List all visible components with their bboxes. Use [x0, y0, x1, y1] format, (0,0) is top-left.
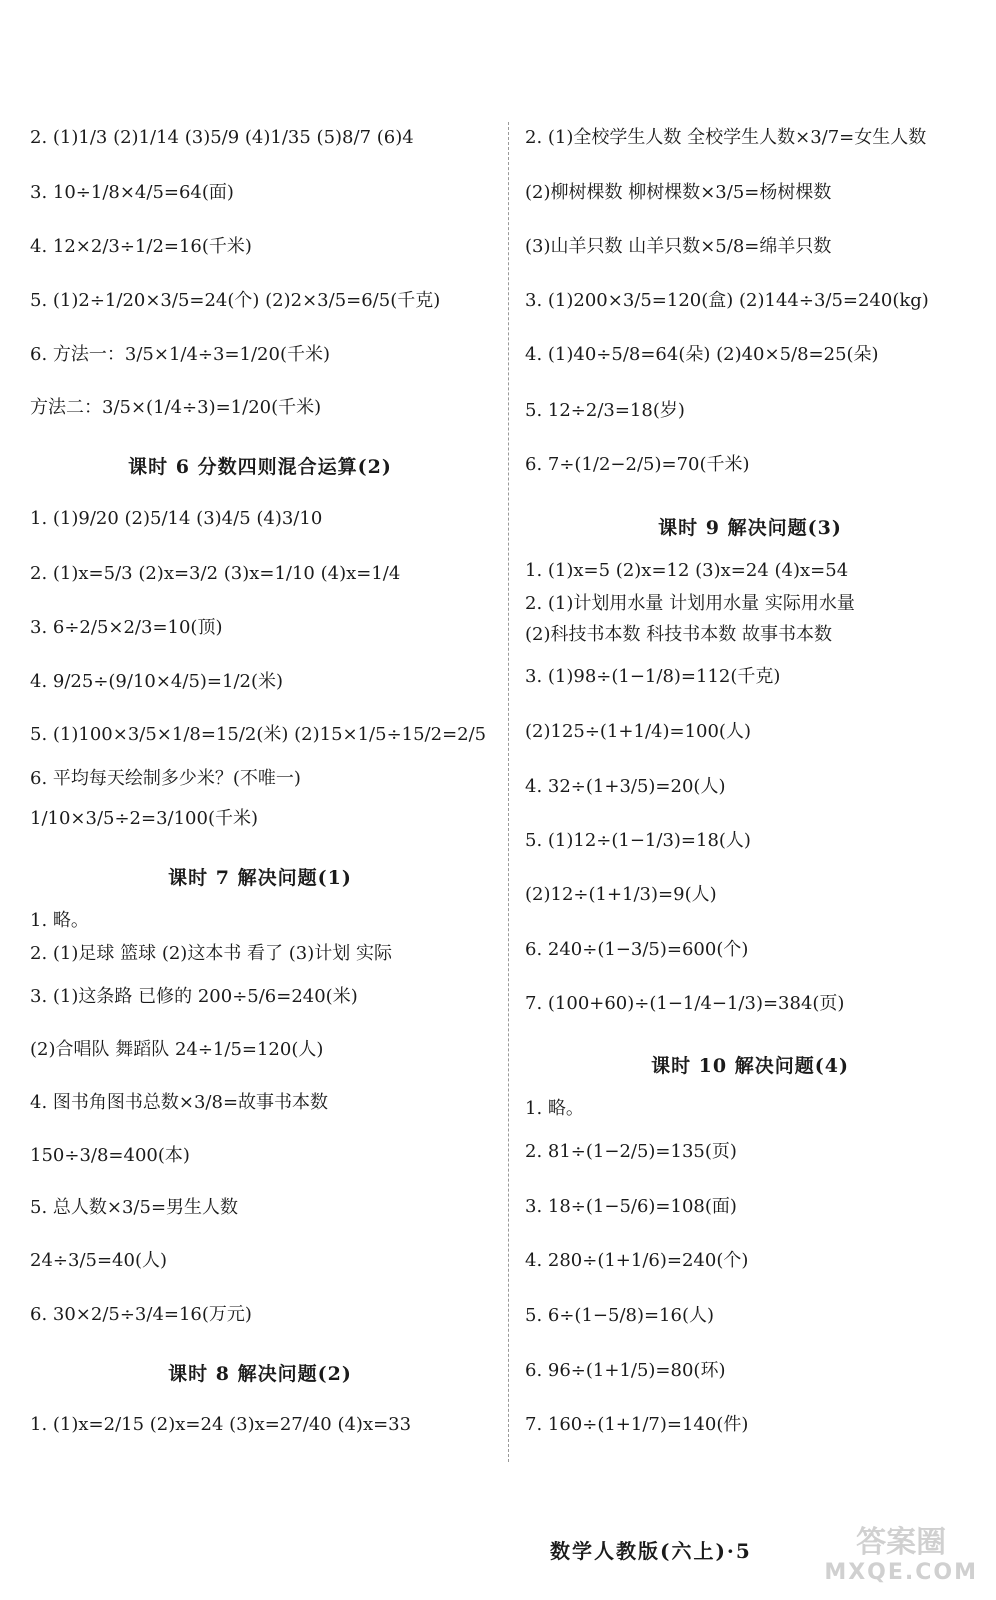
column-divider: [508, 122, 509, 1462]
answer-line: 5. 总人数×3/5=男生人数: [30, 1197, 239, 1218]
answer-line: (2)柳树棵数 柳树棵数×3/5=杨树棵数: [525, 182, 832, 203]
answer-line: 3. (1)200×3/5=120(盒) (2)144÷3/5=240(kg): [525, 290, 929, 311]
answer-line: 6. 240÷(1−3/5)=600(个): [525, 939, 749, 960]
answer-line: 6. 30×2/5÷3/4=16(万元): [30, 1304, 252, 1325]
answer-line: 5. 12÷2/3=18(岁): [525, 400, 685, 421]
answer-line: 1. (1)x=5 (2)x=12 (3)x=24 (4)x=54: [525, 560, 849, 581]
answer-line: 4. (1)40÷5/8=64(朵) (2)40×5/8=25(朵): [525, 344, 879, 365]
answer-line: 4. 图书角图书总数×3/8=故事书本数: [30, 1092, 329, 1113]
answer-line: (2)科技书本数 科技书本数 故事书本数: [525, 624, 832, 645]
answer-line: 1. (1)9/20 (2)5/14 (3)4/5 (4)3/10: [30, 508, 323, 529]
answer-line: 3. 6÷2/5×2/3=10(顶): [30, 617, 223, 638]
watermark-url: MXQE.COM: [824, 1560, 978, 1585]
answer-line: 6. 96÷(1+1/5)=80(环): [525, 1360, 726, 1381]
answer-line: 1. 略。: [525, 1098, 584, 1119]
answer-line: 2. (1)x=5/3 (2)x=3/2 (3)x=1/10 (4)x=1/4: [30, 563, 401, 584]
section-heading: 课时 7 解决问题(1): [168, 867, 352, 889]
watermark-logo: [824, 1525, 978, 1588]
answer-line: 方法二：3/5×(1/4÷3)=1/20(千米): [30, 397, 322, 418]
answer-line: 2. 81÷(1−2/5)=135(页): [525, 1141, 737, 1162]
answer-line: 6. 方法一：3/5×1/4÷3=1/20(千米): [30, 344, 330, 365]
answer-line: 1. (1)x=2/15 (2)x=24 (3)x=27/40 (4)x=33: [30, 1414, 412, 1435]
answer-line: 7. (100+60)÷(1−1/4−1/3)=384(页): [525, 993, 845, 1014]
answer-line: 3. (1)这条路 已修的 200÷5/6=240(米): [30, 986, 358, 1007]
answer-line: 3. (1)98÷(1−1/8)=112(千克): [525, 666, 781, 687]
answer-line: 24÷3/5=40(人): [30, 1250, 167, 1271]
answer-line: 6. 7÷(1/2−2/5)=70(千米): [525, 454, 750, 475]
answer-line: (3)山羊只数 山羊只数×5/8=绵羊只数: [525, 236, 832, 257]
section-heading: 课时 8 解决问题(2): [168, 1363, 352, 1385]
answer-line: (2)合唱队 舞蹈队 24÷1/5=120(人): [30, 1039, 324, 1060]
answer-line: 4. 280÷(1+1/6)=240(个): [525, 1250, 749, 1271]
answer-line: (2)125÷(1+1/4)=100(人): [525, 721, 751, 742]
page-footer: 数学人教版(六上)·5: [550, 1539, 752, 1563]
answer-line: 4. 9/25÷(9/10×4/5)=1/2(米): [30, 671, 284, 692]
answer-line: 150÷3/8=400(本): [30, 1145, 190, 1166]
answer-line: 3. 18÷(1−5/6)=108(面): [525, 1196, 737, 1217]
answer-line: 2. (1)1/3 (2)1/14 (3)5/9 (4)1/35 (5)8/7 (6)4: [30, 127, 414, 148]
answer-line: 2. (1)计划用水量 计划用水量 实际用水量: [525, 593, 855, 614]
answer-line: 5. (1)2÷1/20×3/5=24(个) (2)2×3/5=6/5(千克): [30, 290, 441, 311]
watermark-text: 答案圈: [856, 1525, 947, 1560]
answer-line: 5. 6÷(1−5/8)=16(人): [525, 1305, 715, 1326]
answer-line: 5. (1)12÷(1−1/3)=18(人): [525, 830, 751, 851]
answer-line: 6. 平均每天绘制多少米？(不唯一): [30, 768, 301, 789]
section-heading: 课时 6 分数四则混合运算(2): [128, 456, 392, 478]
answer-line: 4. 12×2/3÷1/2=16(千米): [30, 236, 252, 257]
answer-line: 4. 32÷(1+3/5)=20(人): [525, 776, 726, 797]
answer-line: 2. (1)足球 篮球 (2)这本书 看了 (3)计划 实际: [30, 943, 392, 964]
answer-line: 1/10×3/5÷2=3/100(千米): [30, 808, 259, 829]
answer-line: 2. (1)全校学生人数 全校学生人数×3/7=女生人数: [525, 127, 927, 148]
answer-line: (2)12÷(1+1/3)=9(人): [525, 884, 717, 905]
section-heading: 课时 10 解决问题(4): [651, 1055, 849, 1077]
answer-line: 3. 10÷1/8×4/5=64(面): [30, 182, 234, 203]
section-heading: 课时 9 解决问题(3): [658, 517, 842, 539]
answer-line: 1. 略。: [30, 910, 89, 931]
answer-line: 5. (1)100×3/5×1/8=15/2(米) (2)15×1/5÷15/2=2/5: [30, 724, 487, 745]
answer-line: 7. 160÷(1+1/7)=140(件): [525, 1414, 749, 1435]
